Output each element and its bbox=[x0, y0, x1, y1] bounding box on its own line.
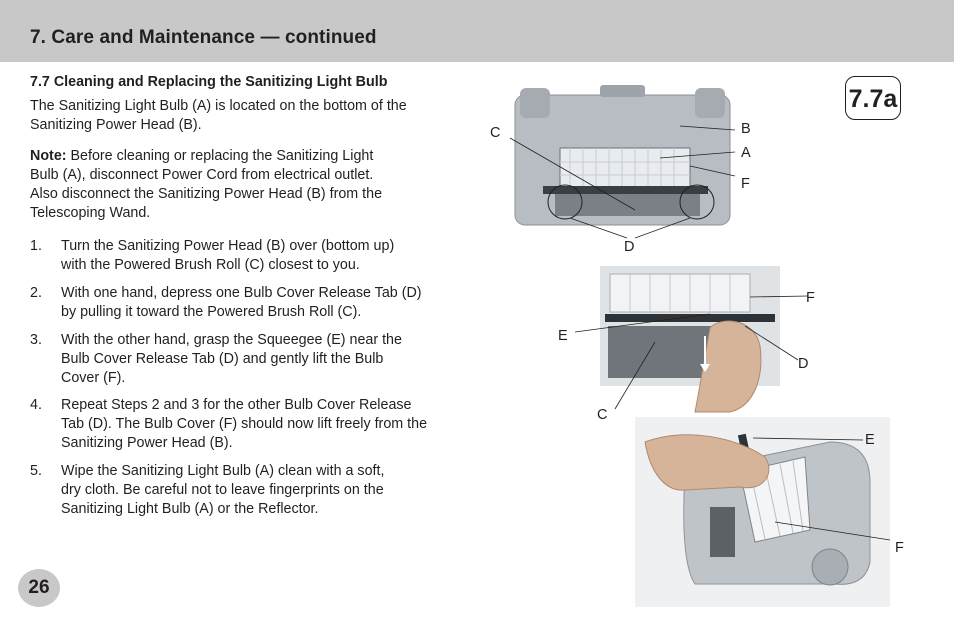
step-text bbox=[61, 237, 456, 275]
step-line: Bulb Cover Release Tab (D) and gently lift the Bulb bbox=[61, 351, 384, 367]
step-line: Tab (D). The Bulb Cover (F) should now lift freely from the bbox=[61, 416, 428, 432]
step-line: Wipe the Sanitizing Light Bulb (A) clean with a soft, bbox=[61, 463, 385, 479]
step-line: With one hand, depress one Bulb Cover Release Tab (D) bbox=[61, 285, 422, 301]
section-title: 7.7 Cleaning and Replacing the Sanitizing Light Bulb bbox=[30, 74, 388, 90]
step-line: dry cloth. Be careful not to leave fingerprints on the bbox=[61, 482, 384, 498]
intro-line: The Sanitizing Light Bulb (A) is located on the bottom of the bbox=[30, 98, 407, 114]
label-e: E bbox=[558, 328, 568, 344]
label-b: B bbox=[741, 121, 751, 137]
label-e: E bbox=[865, 432, 875, 448]
note-line: Bulb (A), disconnect Power Cord from electrical outlet. bbox=[30, 167, 374, 183]
squeegee bbox=[605, 314, 775, 322]
wheel-right bbox=[695, 88, 725, 118]
label-a: A bbox=[741, 145, 751, 161]
step-line: by pulling it toward the Powered Brush Roll (C). bbox=[61, 304, 362, 320]
label-f: F bbox=[895, 540, 904, 556]
note-text: Before cleaning or replacing the Sanitizing Light bbox=[66, 148, 374, 164]
step-line: Sanitizing Power Head (B). bbox=[61, 435, 233, 451]
label-d: D bbox=[798, 356, 809, 372]
intro-paragraph bbox=[30, 97, 455, 135]
page-header bbox=[0, 0, 954, 62]
step-number: 1. bbox=[30, 238, 42, 254]
step-line: With the other hand, grasp the Squeegee (E) near the bbox=[61, 332, 402, 348]
brush-roll bbox=[710, 507, 735, 557]
label-d: D bbox=[624, 239, 635, 255]
label-c: C bbox=[490, 125, 501, 141]
bulb-cover bbox=[610, 274, 750, 312]
release-tab-photo bbox=[570, 256, 810, 414]
step-text bbox=[61, 331, 456, 388]
step-line: Turn the Sanitizing Power Head (B) over (bottom up) bbox=[61, 238, 395, 254]
step-line: Repeat Steps 2 and 3 for the other Bulb Cover Release bbox=[61, 397, 412, 413]
intro-line: Sanitizing Power Head (B). bbox=[30, 117, 202, 133]
note-line: Telescoping Wand. bbox=[30, 205, 151, 221]
label-f: F bbox=[741, 176, 750, 192]
wheel-left bbox=[520, 88, 550, 118]
step-line: with the Powered Brush Roll (C) closest to you. bbox=[61, 257, 360, 273]
note-line bbox=[30, 147, 455, 166]
wheel bbox=[812, 549, 848, 585]
step-text bbox=[61, 284, 456, 322]
chapter-title: 7. Care and Maintenance — continued bbox=[30, 27, 377, 48]
step-line: Cover (F). bbox=[61, 370, 126, 386]
label-f: F bbox=[806, 290, 815, 306]
bulb-window bbox=[560, 148, 690, 188]
step-text bbox=[61, 462, 456, 519]
step-line: Sanitizing Light Bulb (A) or the Reflector. bbox=[61, 501, 319, 517]
neck-joint bbox=[600, 85, 645, 97]
power-head-bottom-photo bbox=[505, 80, 745, 240]
note-line: Also disconnect the Sanitizing Power Head (B) from the bbox=[30, 186, 383, 202]
page-number: 26 bbox=[18, 569, 60, 607]
note-paragraph bbox=[30, 147, 455, 223]
step-number: 5. bbox=[30, 463, 42, 479]
label-c: C bbox=[597, 407, 608, 423]
step-text bbox=[61, 396, 456, 453]
brush-roll bbox=[555, 194, 700, 216]
figure-badge: 7.7a bbox=[845, 76, 901, 120]
step-number: 2. bbox=[30, 285, 42, 301]
step-number: 4. bbox=[30, 397, 42, 413]
note-label: Note: bbox=[30, 148, 67, 164]
step-number: 3. bbox=[30, 332, 42, 348]
